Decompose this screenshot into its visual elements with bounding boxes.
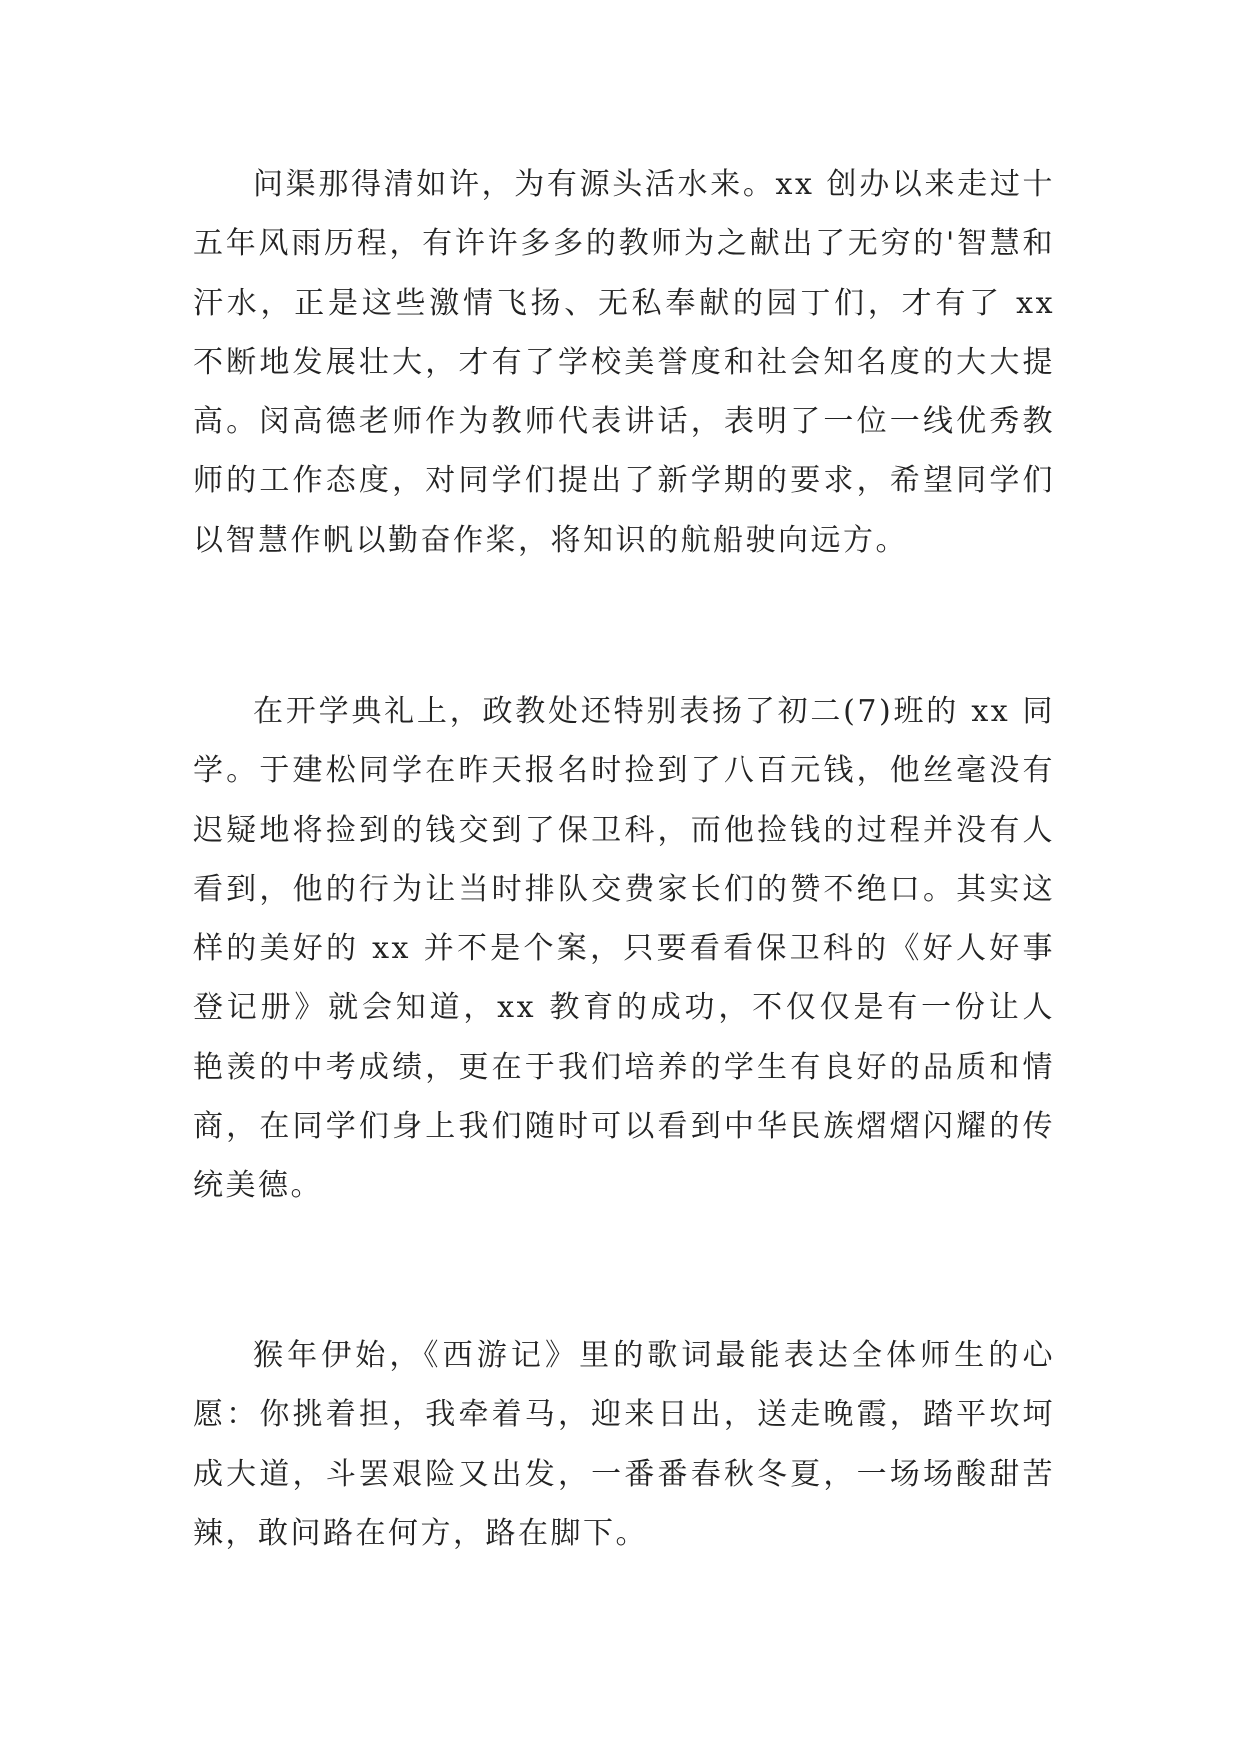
paragraph-journey-to-the-west-lyrics: 猴年伊始，《西游记》里的歌词最能表达全体师生的心愿：你挑着担，我牵着马，迎来日出，送走晚霞，踏平坎坷成大道，斗罢艰险又出发，一番番春秋冬夏，一场场酸甜苦辣，敢问路在何方，路在脚下。 xyxy=(193,1338,1055,1551)
paragraph-teacher-dedication: 问渠那得清如许，为有源头活水来。xx 创办以来走过十五年风雨历程，有许许多多的教师为之献出了无穷的'智慧和汗水，正是这些激情飞扬、无私奉献的园丁们，才有了 xx 不断地发展壮大，才有了学校美誉度和社会知名度的大大提高。闵高德老师作为教师代表讲话，表明了一位一线优秀教师的工作态度，对同学们提出了新学期的要求，希望同学们以智慧作帆以勤奋作桨，将知识的航船驶向远方。 xyxy=(193,167,1055,558)
paragraph-student-commendation: 在开学典礼上，政教处还特别表扬了初二(7)班的 xx 同学。于建松同学在昨天报名时捡到了八百元钱，他丝毫没有迟疑地将捡到的钱交到了保卫科，而他捡钱的过程并没有人看到，他的行为让当时排队交费家长们的赞不绝口。其实这样的美好的 xx 并不是个案，只要看看保卫科的《好人好事登记册》就会知道，xx 教育的成功，不仅仅是有一份让人艳羡的中考成绩，更在于我们培养的学生有良好的品质和情商，在同学们身上我们随时可以看到中华民族熠熠闪耀的传统美德。 xyxy=(193,694,1055,1204)
